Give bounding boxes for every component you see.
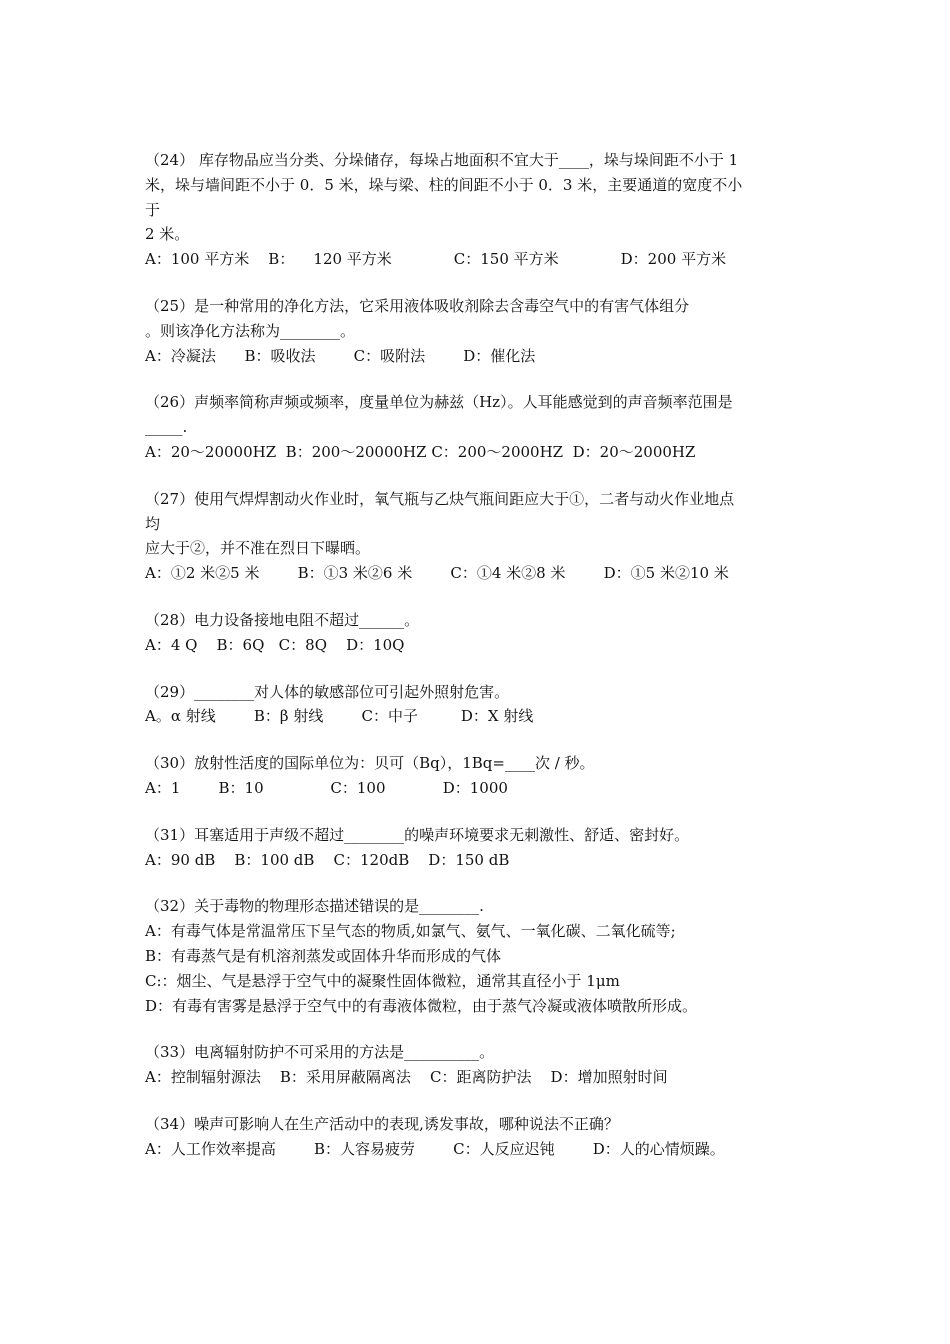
answer-options-line: A：冷凝法 B：吸收法 C：吸附法 D：催化法 xyxy=(145,346,536,365)
question-stem-line: （27）使用气焊焊割动火作业时，氧气瓶与乙炔气瓶间距应大于①，二者与动火作业地点 xyxy=(145,489,735,508)
question-stem-line: （24） 库存物品应当分类、分垛储存，每垛占地面积不宜大于____，垛与垛间距不小于 1 xyxy=(145,151,739,169)
question-block xyxy=(145,1112,815,1162)
question-stem-line: （32）关于毒物的物理形态描述错误的是________. xyxy=(145,897,484,916)
answer-options-line: A：20～20000HZ B：200～20000HZ C：200～2000HZ D：20～2000HZ xyxy=(145,442,696,461)
question-block xyxy=(145,823,815,873)
question-block xyxy=(145,487,815,586)
question-stem-line: （33）电离辐射防护不可采用的方法是__________。 xyxy=(145,1043,495,1062)
answer-options-line: B：有毒蒸气是有机溶剂蒸发或固体升华而形成的气体 xyxy=(145,946,502,965)
question-stem-line: 于 xyxy=(145,200,161,219)
answer-options-line: A。α 射线 B：β 射线 C：中子 D：X 射线 xyxy=(145,707,534,726)
question-stem-line: （34）噪声可影响人在生产活动中的表现,诱发事故，哪种说法不正确？ xyxy=(145,1114,619,1133)
question-stem-line: （29）________对人体的敏感部位可引起外照射危害。 xyxy=(145,682,510,701)
answer-options-line: D：有毒有害雾是悬浮于空气中的有毒液体微粒，由于蒸气冷凝或液体喷散所形成。 xyxy=(145,996,698,1015)
question-stem-line: 米，垛与墙间距不小于 0．5 米，垛与梁、柱的间距不小于 0．3 米，主要通道的宽度不小 xyxy=(145,175,743,194)
answer-options-line: A：人工作效率提高 B：人容易疲劳 C：人反应迟钝 D：人的心情烦躁。 xyxy=(145,1139,725,1158)
answer-options-line: A：①2 米②5 米 B：①3 米②6 米 C：①4 米②8 米 D：①5 米②10 米 xyxy=(145,564,729,583)
question-block xyxy=(145,608,815,658)
question-stem-line: （28）电力设备接地电阻不超过______。 xyxy=(145,610,420,629)
answer-options-line: A：4 Q B：6Q C：8Q D：10Q xyxy=(145,635,405,654)
question-stem-line: _____. xyxy=(145,418,188,437)
question-stem-line: 均 xyxy=(145,514,161,533)
question-stem-line: （25）是一种常用的净化方法，它采用液体吸收剂除去含毒空气中的有害气体组分 xyxy=(145,296,690,315)
question-block xyxy=(145,1040,815,1090)
answer-options-line: A：100 平方米 B： 120 平方米 C：150 平方米 D：200 平方米 xyxy=(145,250,727,269)
question-block xyxy=(145,894,815,1018)
question-block xyxy=(145,148,815,272)
question-stem-line: 2 米。 xyxy=(145,225,190,244)
answer-options-line: A：有毒气体是常温常压下呈气态的物质,如氯气、氨气、一氧化碳、二氧化硫等; xyxy=(145,922,676,941)
question-stem-line: （26）声频率简称声频或频率，度量单位为赫兹（Hz）。人耳能感觉到的声音频率范围是 xyxy=(145,393,733,412)
question-stem-line: （30）放射性活度的国际单位为：贝可（Bq），1Bq=____次 / 秒。 xyxy=(145,754,595,773)
answer-options-line: A：1 B：10 C：100 D：1000 xyxy=(145,778,508,797)
question-block xyxy=(145,680,815,730)
question-block xyxy=(145,751,815,801)
question-block xyxy=(145,390,815,464)
document-page xyxy=(145,148,815,1184)
question-stem-line: （31）耳塞适用于声级不超过________的噪声环境要求无刺激性、舒适、密封好。 xyxy=(145,825,690,844)
question-stem-line: 应大于②，并不准在烈日下曝晒。 xyxy=(145,539,371,558)
question-block xyxy=(145,294,815,368)
answer-options-line: A：90 dB B：100 dB C：120dB D：150 dB xyxy=(145,850,510,869)
answer-options-line: C:：烟尘、气是悬浮于空气中的凝聚性固体微粒，通常其直径小于 1μm xyxy=(145,971,620,990)
answer-options-line: A：控制辐射源法 B：采用屏蔽隔离法 C：距离防护法 D：增加照射时间 xyxy=(145,1068,668,1087)
question-stem-line: 。则该净化方法称为________。 xyxy=(145,321,356,340)
